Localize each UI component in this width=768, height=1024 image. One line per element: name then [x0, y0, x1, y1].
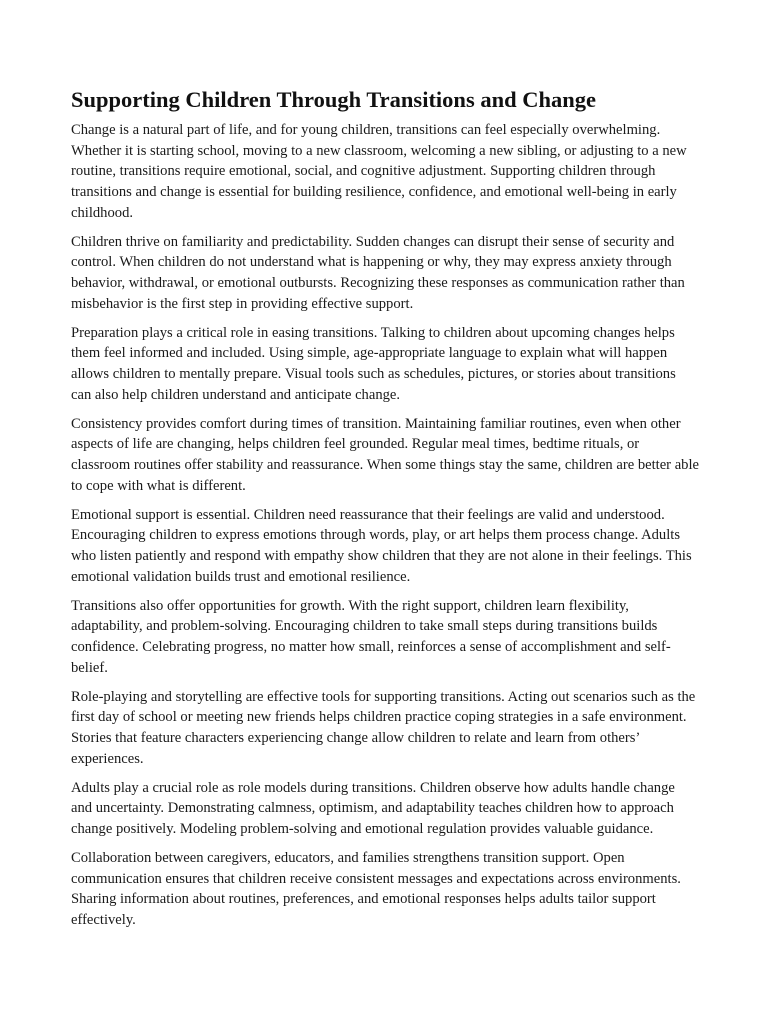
- paragraph-role-models: Adults play a crucial role as role models during transitions. Children observe how adults handle change and uncertainty. Demonstrating calmness, optimism, and adaptability teaches children how to approach change positively. Modeling problem-solving and emotional regulation provides valuable guidance.: [71, 779, 675, 838]
- paragraph-collaboration: Collaboration between caregivers, educators, and families strengthens transition support. Open communication ensures that children receive consistent messages and expectations across environments. Sharing information about routines, preferences, and emotional responses helps adults tailor support effectively.: [71, 850, 681, 929]
- paragraph-role-playing: Role-playing and storytelling are effective tools for supporting transitions. Acting out scenarios such as the first day of school or meeting new friends helps children practice coping strategies in a safe environment. Stories that feature characters experiencing change allow children to relate and learn from others’ experiences.: [71, 688, 696, 767]
- document-page: [71, 86, 699, 939]
- paragraph-consistency: Consistency provides comfort during times of transition. Maintaining familiar routines, even when other aspects of life are changing, helps children feel grounded. Regular meal times, bedtime rituals, or classroom routines offer stability and reassurance. When some things stay the same, children are better able to cope with what is different.: [71, 415, 700, 494]
- paragraph-intro: Change is a natural part of life, and for young children, transitions can feel especially overwhelming. Whether it is starting school, moving to a new classroom, welcoming a new sibling, or adjusting to a new routine, transitions require emotional, social, and cognitive adjustment. Supporting children through transitions and change is essential for building resilience, confidence, and emotional well-being in early childhood.: [71, 122, 687, 221]
- paragraph-emotional-support: Emotional support is essential. Children need reassurance that their feelings are valid and understood. Encouraging children to express emotions through words, play, or art helps them process change. Adults who listen patiently and respond with empathy show children that they are not alone in their feelings. This emotional validation builds trust and emotional resilience.: [71, 506, 692, 585]
- paragraph-predictability: Children thrive on familiarity and predictability. Sudden changes can disrupt their sense of security and control. When children do not understand what is happening or why, they may express anxiety through behavior, withdrawal, or emotional outbursts. Recognizing these responses as communication rather than misbehavior is the first step in providing effective support.: [71, 233, 685, 312]
- paragraph-preparation: Preparation plays a critical role in easing transitions. Talking to children about upcoming changes helps them feel informed and included. Using simple, age-appropriate language to explain what will happen allows children to mentally prepare. Visual tools such as schedules, pictures, or stories about transitions can also help children understand and anticipate change.: [71, 324, 676, 403]
- page-title: Supporting Children Through Transitions and Change: [71, 87, 596, 112]
- paragraph-growth: Transitions also offer opportunities for growth. With the right support, children learn flexibility, adaptability, and problem-solving. Encouraging children to take small steps during transitions builds confidence. Celebrating progress, no matter how small, reinforces a sense of accomplishment and self-belief.: [71, 597, 671, 676]
